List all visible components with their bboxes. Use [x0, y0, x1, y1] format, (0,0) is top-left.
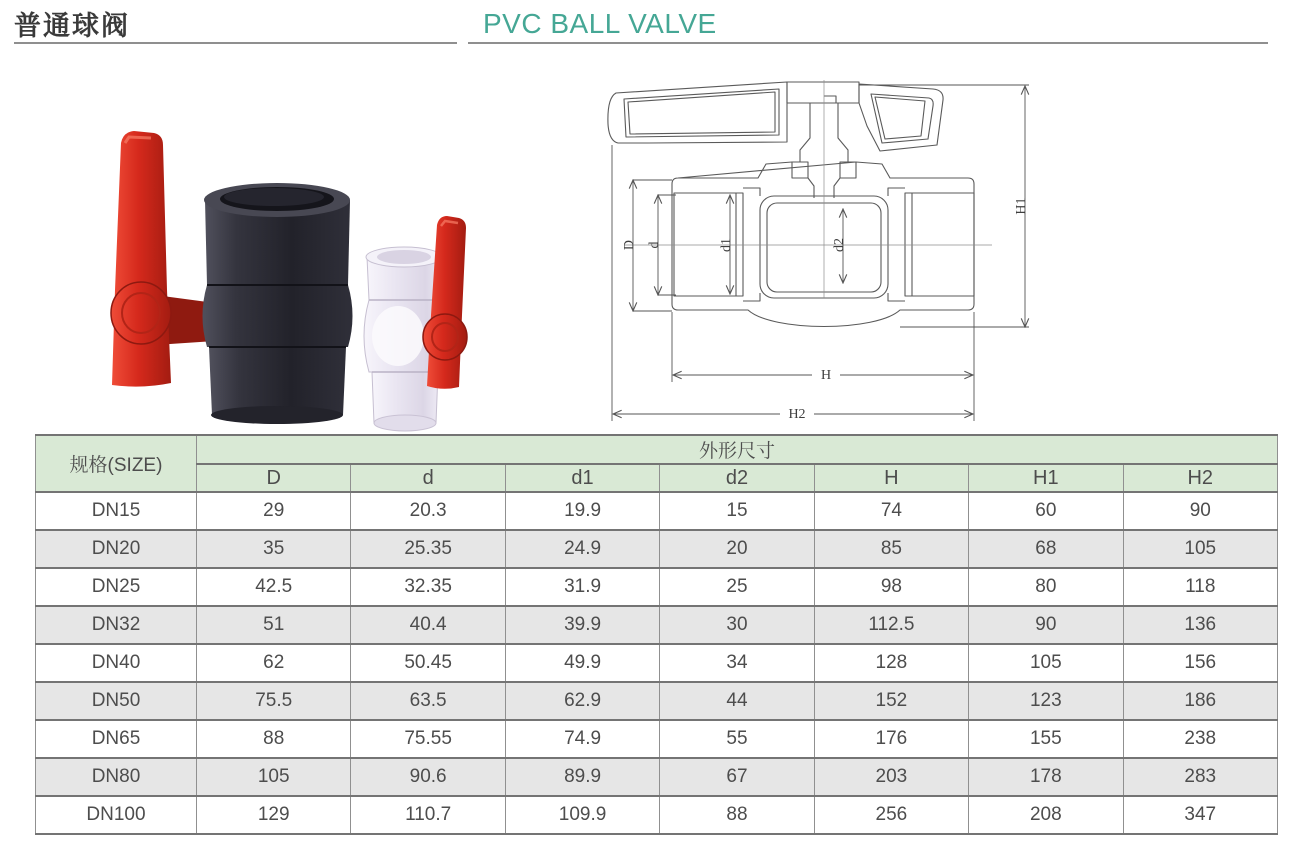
dim-cell: 105: [969, 644, 1123, 682]
dim-cell: 34: [660, 644, 814, 682]
dim-label-d2: d2: [832, 238, 847, 252]
size-cell: DN15: [36, 492, 197, 530]
table-row: [36, 568, 1278, 606]
dim-cell: 123: [969, 682, 1123, 720]
table-group-header-row: [36, 435, 1278, 464]
dim-cell: 39.9: [505, 606, 659, 644]
page-title-chinese: 普通球阀: [14, 11, 130, 41]
product-photo: [55, 85, 525, 435]
table-row: [36, 796, 1278, 834]
dim-cell: 20.3: [351, 492, 505, 530]
dim-cell: 152: [814, 682, 968, 720]
dim-cell: 24.9: [505, 530, 659, 568]
size-cell: DN25: [36, 568, 197, 606]
dim-cell: 256: [814, 796, 968, 834]
dim-cell: 25: [660, 568, 814, 606]
col-header-H2: H2: [1123, 464, 1277, 492]
dim-cell: 63.5: [351, 682, 505, 720]
dim-cell: 112.5: [814, 606, 968, 644]
dim-label-d: d: [647, 241, 662, 249]
size-cell: DN80: [36, 758, 197, 796]
dim-cell: 29: [197, 492, 351, 530]
dim-cell: 186: [1123, 682, 1277, 720]
dim-cell: 238: [1123, 720, 1277, 758]
dim-label-H1: H1: [1014, 197, 1029, 215]
dim-cell: 50.45: [351, 644, 505, 682]
group-header-cell: 外形尺寸: [197, 435, 1278, 464]
col-header-H: H: [814, 464, 968, 492]
table-row: [36, 758, 1278, 796]
dim-cell: 208: [969, 796, 1123, 834]
table-row: [36, 682, 1278, 720]
dim-cell: 75.5: [197, 682, 351, 720]
size-cell: DN65: [36, 720, 197, 758]
dim-cell: 68: [969, 530, 1123, 568]
dim-cell: 55: [660, 720, 814, 758]
dim-cell: 30: [660, 606, 814, 644]
dim-cell: 176: [814, 720, 968, 758]
dim-cell: 90.6: [351, 758, 505, 796]
dim-cell: 15: [660, 492, 814, 530]
size-cell: DN50: [36, 682, 197, 720]
dim-cell: 74: [814, 492, 968, 530]
dim-cell: 118: [1123, 568, 1277, 606]
title-rule-right: [468, 42, 1268, 44]
dim-cell: 88: [660, 796, 814, 834]
dim-cell: 85: [814, 530, 968, 568]
spec-table-body: [36, 492, 1278, 834]
size-cell: DN32: [36, 606, 197, 644]
table-row: [36, 720, 1278, 758]
size-cell: DN20: [36, 530, 197, 568]
dim-cell: 129: [197, 796, 351, 834]
dim-cell: 25.35: [351, 530, 505, 568]
dim-label-H: H: [820, 368, 832, 383]
dim-cell: 105: [197, 758, 351, 796]
dim-cell: 75.55: [351, 720, 505, 758]
dim-cell: 203: [814, 758, 968, 796]
dim-cell: 90: [1123, 492, 1277, 530]
page-title-english: PVC BALL VALVE: [483, 8, 717, 39]
dim-cell: 156: [1123, 644, 1277, 682]
spec-table: [35, 434, 1278, 835]
table-row: [36, 606, 1278, 644]
valve-outline: [608, 82, 974, 327]
dim-cell: 98: [814, 568, 968, 606]
dim-cell: 283: [1123, 758, 1277, 796]
dim-cell: 60: [969, 492, 1123, 530]
col-header-d2: d2: [660, 464, 814, 492]
dim-cell: 62: [197, 644, 351, 682]
dim-cell: 136: [1123, 606, 1277, 644]
dim-cell: 20: [660, 530, 814, 568]
dim-cell: 40.4: [351, 606, 505, 644]
dim-cell: 74.9: [505, 720, 659, 758]
title-rule-left: [14, 42, 457, 44]
table-subheader-row: [36, 464, 1278, 492]
table-row: [36, 530, 1278, 568]
col-header-d: d: [351, 464, 505, 492]
dim-cell: 89.9: [505, 758, 659, 796]
dim-cell: 51: [197, 606, 351, 644]
col-header-D: D: [197, 464, 351, 492]
valve-photo-dark: [111, 131, 353, 424]
center-lines: [624, 80, 992, 298]
size-cell: DN40: [36, 644, 197, 682]
dim-cell: 67: [660, 758, 814, 796]
dim-cell: 35: [197, 530, 351, 568]
dim-label-d1: d1: [719, 238, 734, 252]
technical-drawing: [588, 66, 1056, 434]
dim-cell: 19.9: [505, 492, 659, 530]
dim-label-H2: H2: [788, 407, 806, 422]
dim-cell: 31.9: [505, 568, 659, 606]
dim-label-D: D: [622, 239, 637, 251]
dim-cell: 109.9: [505, 796, 659, 834]
dim-cell: 62.9: [505, 682, 659, 720]
dim-cell: 80: [969, 568, 1123, 606]
table-row: [36, 492, 1278, 530]
size-header-cell: 规格(SIZE): [36, 435, 197, 492]
dim-cell: 178: [969, 758, 1123, 796]
col-header-H1: H1: [969, 464, 1123, 492]
dim-cell: 110.7: [351, 796, 505, 834]
dim-cell: 347: [1123, 796, 1277, 834]
dim-cell: 32.35: [351, 568, 505, 606]
dim-cell: 90: [969, 606, 1123, 644]
dim-cell: 128: [814, 644, 968, 682]
dim-cell: 88: [197, 720, 351, 758]
dim-cell: 105: [1123, 530, 1277, 568]
dim-cell: 49.9: [505, 644, 659, 682]
table-row: [36, 644, 1278, 682]
col-header-d1: d1: [505, 464, 659, 492]
size-cell: DN100: [36, 796, 197, 834]
dim-cell: 155: [969, 720, 1123, 758]
dim-cell: 42.5: [197, 568, 351, 606]
valve-photo-clear: [364, 216, 467, 431]
dim-cell: 44: [660, 682, 814, 720]
